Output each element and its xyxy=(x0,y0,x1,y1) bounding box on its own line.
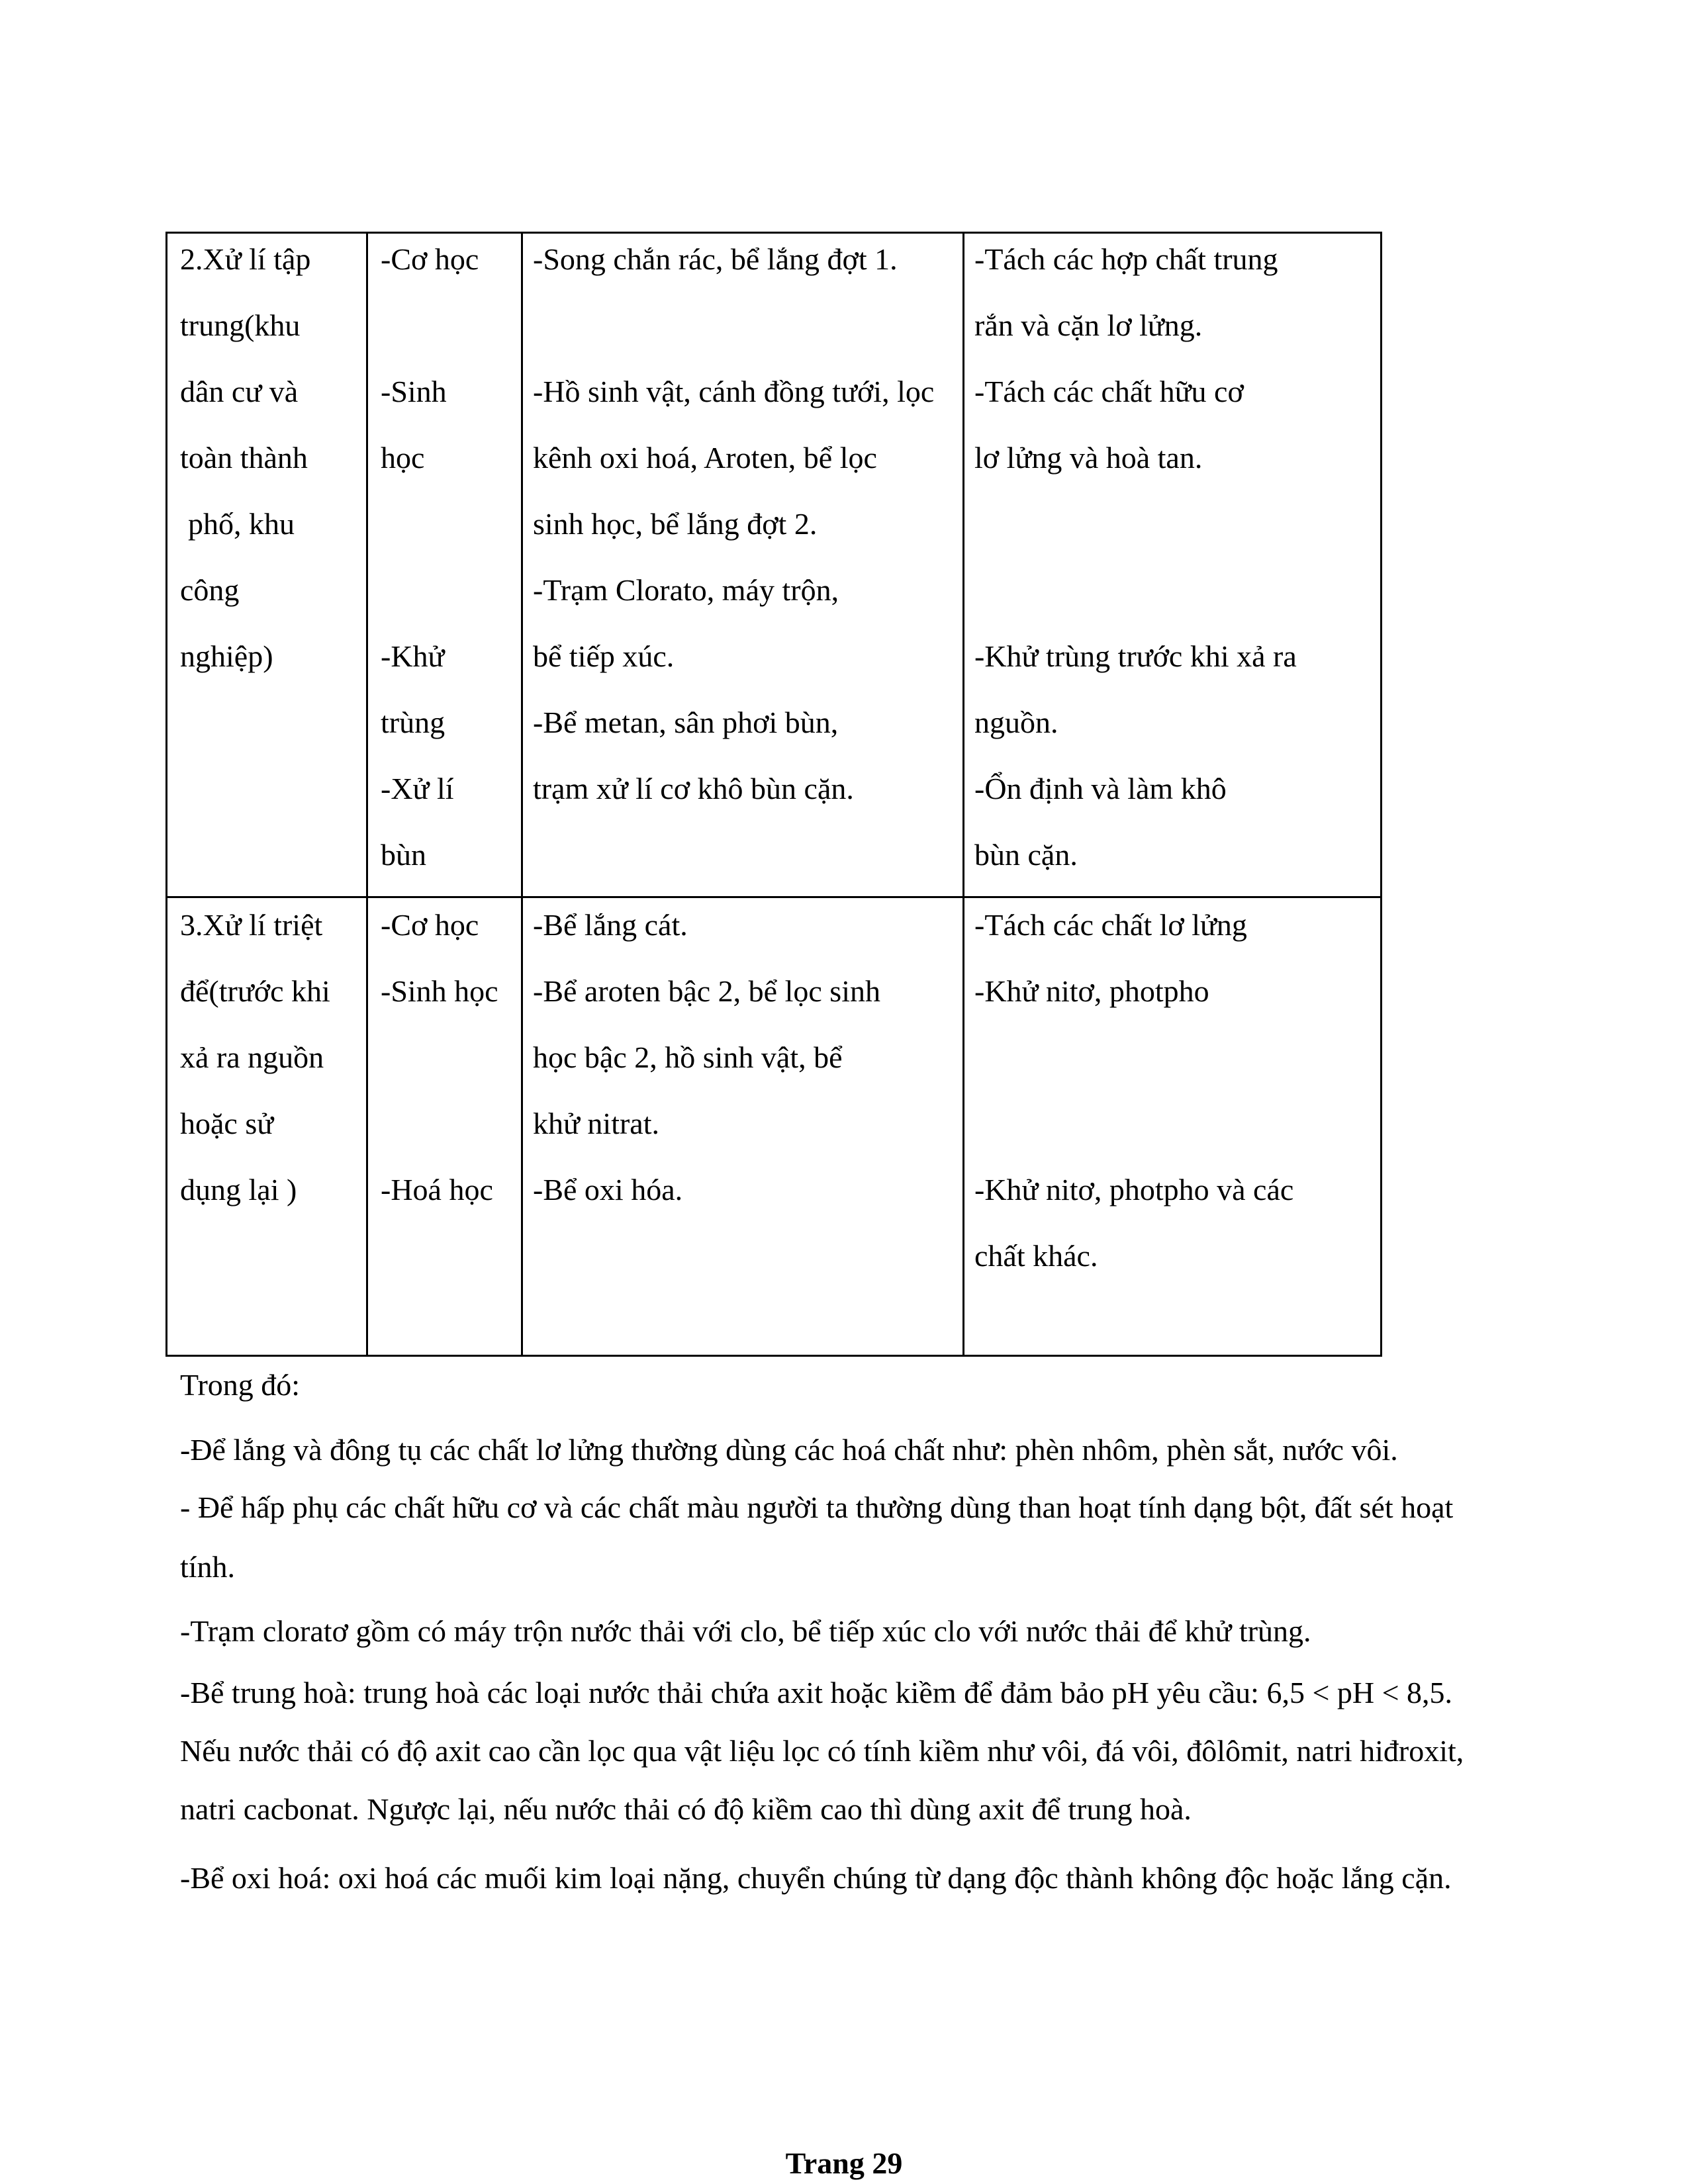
table-cell-line: toàn thành xyxy=(180,441,308,475)
table-cell-line: sinh học, bể lắng đợt 2. xyxy=(533,507,818,541)
note-paragraph xyxy=(180,1433,1650,1467)
table-border-left xyxy=(165,232,167,1357)
table-cell-line: -Hồ sinh vật, cánh đồng tưới, lọc xyxy=(533,375,935,408)
page-number: Trang 29 xyxy=(785,2146,903,2180)
notes-title: Trong đó: xyxy=(180,1368,301,1402)
table-col-divider xyxy=(366,232,368,1357)
table-cell-line: -Xử lí xyxy=(381,772,454,805)
table-cell-line: -Bể lắng cát. xyxy=(533,908,688,942)
table-cell-line: 2.Xử lí tập xyxy=(180,242,311,276)
table-cell-line: -Sinh học xyxy=(381,974,498,1008)
paragraph-line: -Bể trung hoà: trung hoà các loại nước thải chứa axit hoặc kiềm để đảm bảo pH yêu cầu: 6,5 < pH < 8,5. xyxy=(180,1676,1453,1709)
table-cell-line: -Tách các chất hữu cơ xyxy=(974,375,1244,408)
table-cell-line: -Hoá học xyxy=(381,1173,493,1206)
table-cell-line: bùn cặn. xyxy=(974,838,1078,872)
table-cell-line: -Khử nitơ, photpho và các xyxy=(974,1173,1294,1206)
table-border-top xyxy=(165,232,1382,234)
table-cell-line: -Trạm Clorato, máy trộn, xyxy=(533,573,839,607)
table-cell-line: -Bể oxi hóa. xyxy=(533,1173,683,1206)
paragraph-line: natri cacbonat. Ngược lại, nếu nước thải có độ kiềm cao thì dùng axit để trung hoà. xyxy=(180,1792,1192,1826)
table-cell-line: lơ lửng và hoà tan. xyxy=(974,441,1203,475)
table-row-divider xyxy=(165,896,1382,898)
table-cell-line: hoặc sử xyxy=(180,1107,274,1140)
table-cell-line: -Tách các chất lơ lửng xyxy=(974,908,1247,942)
table-cell-line: -Sinh xyxy=(381,375,447,408)
table-cell-line: bể tiếp xúc. xyxy=(533,639,675,673)
table-col-divider xyxy=(962,232,964,1357)
note-paragraph xyxy=(180,1862,1650,1895)
table-cell-line: phố, khu xyxy=(188,507,295,541)
paragraph-line: -Để lắng và đông tụ các chất lơ lửng thường dùng các hoá chất như: phèn nhôm, phèn sắt, nước vôi. xyxy=(180,1433,1398,1467)
table-cell-line: -Bể aroten bậc 2, bể lọc sinh xyxy=(533,974,880,1008)
table-cell-line: dụng lại ) xyxy=(180,1173,297,1206)
table-cell-line: kênh oxi hoá, Aroten, bể lọc xyxy=(533,441,877,475)
table-cell-line: xả ra nguồn xyxy=(180,1040,324,1074)
table-border-right xyxy=(1380,232,1382,1357)
table-cell-line: rắn và cặn lơ lửng. xyxy=(974,308,1203,342)
paragraph-line: tính. xyxy=(180,1550,236,1584)
table-cell-line: trùng xyxy=(381,705,445,739)
table-cell-line: công xyxy=(180,573,240,607)
table-cell-line: nguồn. xyxy=(974,705,1058,739)
table-cell-line: -Ổn định và làm khô xyxy=(974,772,1227,805)
table-cell-line: -Cơ học xyxy=(381,908,479,942)
note-paragraph xyxy=(180,1676,1650,1829)
paragraph-line: Nếu nước thải có độ axit cao cần lọc qua vật liệu lọc có tính kiềm như vôi, đá vôi, đôlômit, natri hiđroxit, xyxy=(180,1734,1464,1768)
table-cell-line: -Khử trùng trước khi xả ra xyxy=(974,639,1297,673)
table-cell-line: -Khử xyxy=(381,639,445,673)
table-cell-line: chất khác. xyxy=(974,1239,1098,1273)
table-cell-line: -Tách các hợp chất trung xyxy=(974,242,1278,276)
table-cell-line: nghiệp) xyxy=(180,639,273,673)
table-cell-line: học bậc 2, hồ sinh vật, bể xyxy=(533,1040,843,1074)
table-border-bottom xyxy=(165,1355,1382,1357)
table-cell-line: -Song chắn rác, bể lắng đợt 1. xyxy=(533,242,898,276)
table-cell-line: khử nitrat. xyxy=(533,1107,660,1140)
note-paragraph xyxy=(180,1615,1650,1648)
table-cell-line: 3.Xử lí triệt xyxy=(180,908,323,942)
paragraph-line: - Để hấp phụ các chất hữu cơ và các chất màu người ta thường dùng than hoạt tính dạng bột, đất sét hoạt xyxy=(180,1490,1454,1524)
table-col-divider xyxy=(521,232,523,1357)
table-cell-line: học xyxy=(381,441,425,475)
table-cell-line: trạm xử lí cơ khô bùn cặn. xyxy=(533,772,854,805)
table-cell-line: -Cơ học xyxy=(381,242,479,276)
paragraph-line: -Trạm cloratơ gồm có máy trộn nước thải với clo, bể tiếp xúc clo với nước thải để khử trùng. xyxy=(180,1614,1311,1648)
note-paragraph xyxy=(180,1491,1650,1584)
table-cell-line: -Bể metan, sân phơi bùn, xyxy=(533,705,839,739)
table-cell-line: -Khử nitơ, photpho xyxy=(974,974,1209,1008)
table-cell-overflow-clip xyxy=(533,372,960,412)
table-cell-line: trung(khu xyxy=(180,308,301,342)
paragraph-line: -Bể oxi hoá: oxi hoá các muối kim loại nặng, chuyển chúng từ dạng độc thành không độc hoặc lắng cặn. xyxy=(180,1861,1452,1895)
table-cell-line: dân cư và xyxy=(180,375,299,408)
table-cell-line: bùn xyxy=(381,838,426,872)
table-cell-line: để(trước khi xyxy=(180,974,330,1008)
